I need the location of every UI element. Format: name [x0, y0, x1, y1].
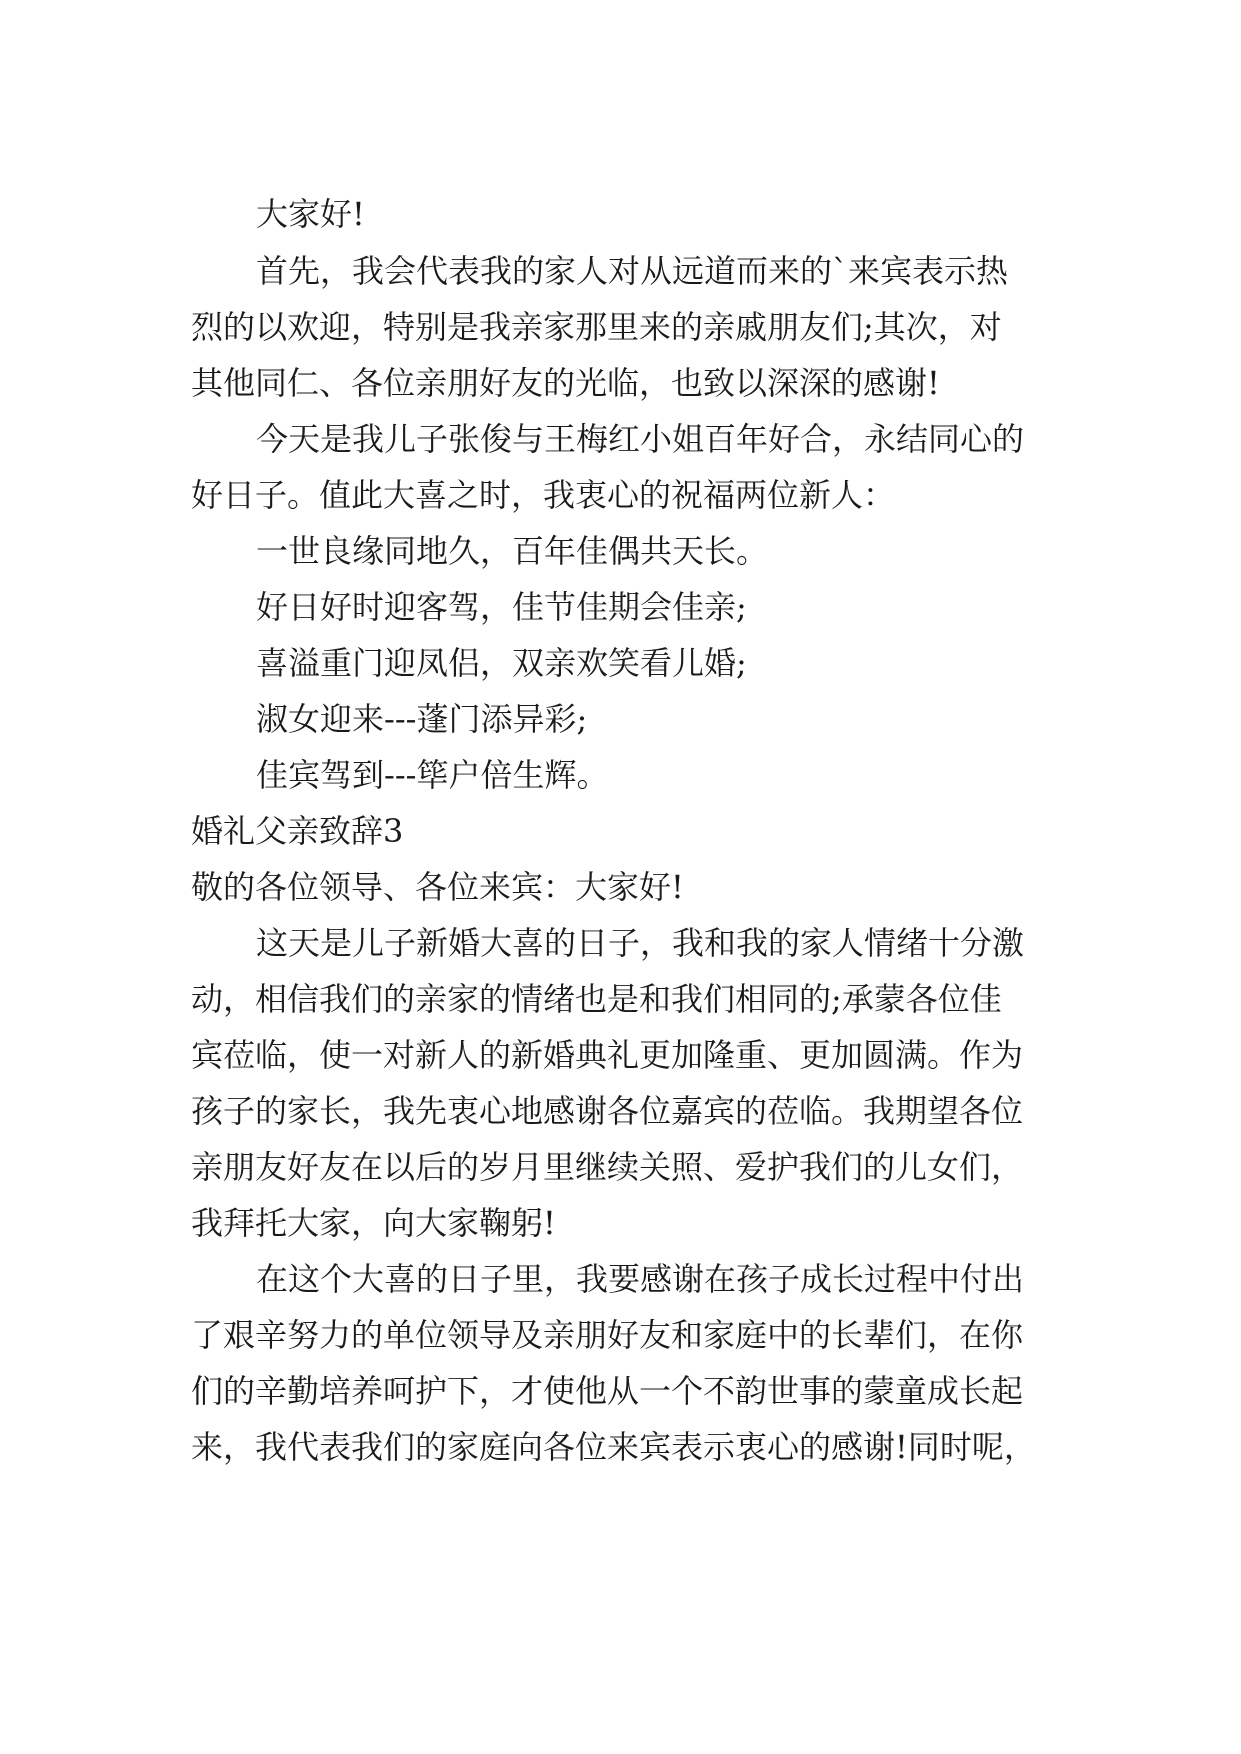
text-line-greeting: 大家好!: [256, 195, 365, 233]
text-line-verse: 喜溢重门迎凤侣，双亲欢笑看儿婚;: [256, 644, 747, 682]
text-line: 来，我代表我们的家庭向各位来宾表示衷心的感谢!同时呢，: [191, 1428, 1036, 1466]
text-line: 亲朋友好友在以后的岁月里继续关照、爱护我们的儿女们，: [191, 1148, 1024, 1186]
text-line-verse: 佳宾驾到---筚户倍生辉。: [256, 756, 609, 794]
text-line: 今天是我儿子张俊与王梅红小姐百年好合，永结同心的: [256, 420, 1025, 458]
text-line: 首先，我会代表我的家人对从远道而来的`来宾表示热: [256, 252, 1009, 290]
text-line: 在这个大喜的日子里，我要感谢在孩子成长过程中付出: [256, 1260, 1025, 1298]
text-line: 们的辛勤培养呵护下，才使他从一个不韵世事的蒙童成长起: [191, 1372, 1024, 1410]
text-line: 孩子的家长，我先衷心地感谢各位嘉宾的莅临。我期望各位: [191, 1092, 1024, 1130]
text-line-verse: 淑女迎来---蓬门添异彩;: [256, 700, 588, 738]
section-heading: 婚礼父亲致辞3: [191, 812, 404, 850]
text-line: 好日子。值此大喜之时，我衷心的祝福两位新人：: [191, 476, 896, 514]
text-line: 我拜托大家，向大家鞠躬!: [191, 1204, 556, 1242]
text-line: 了艰辛努力的单位领导及亲朋好友和家庭中的长辈们，在你: [191, 1316, 1024, 1354]
text-line: 这天是儿子新婚大喜的日子，我和我的家人情绪十分激: [256, 924, 1025, 962]
text-line: 烈的以欢迎，特别是我亲家那里来的亲戚朋友们;其次，对: [191, 308, 1002, 346]
text-line-verse: 好日好时迎客驾，佳节佳期会佳亲;: [256, 588, 747, 626]
text-line-salutation: 敬的各位领导、各位来宾：大家好!: [191, 868, 684, 906]
text-line: 其他同仁、各位亲朋好友的光临，也致以深深的感谢!: [191, 364, 940, 402]
text-line-verse: 一世良缘同地久，百年佳偶共天长。: [256, 532, 769, 570]
text-line: 动，相信我们的亲家的情绪也是和我们相同的;承蒙各位佳: [191, 980, 1002, 1018]
text-line: 宾莅临，使一对新人的新婚典礼更加隆重、更加圆满。作为: [191, 1036, 1024, 1074]
